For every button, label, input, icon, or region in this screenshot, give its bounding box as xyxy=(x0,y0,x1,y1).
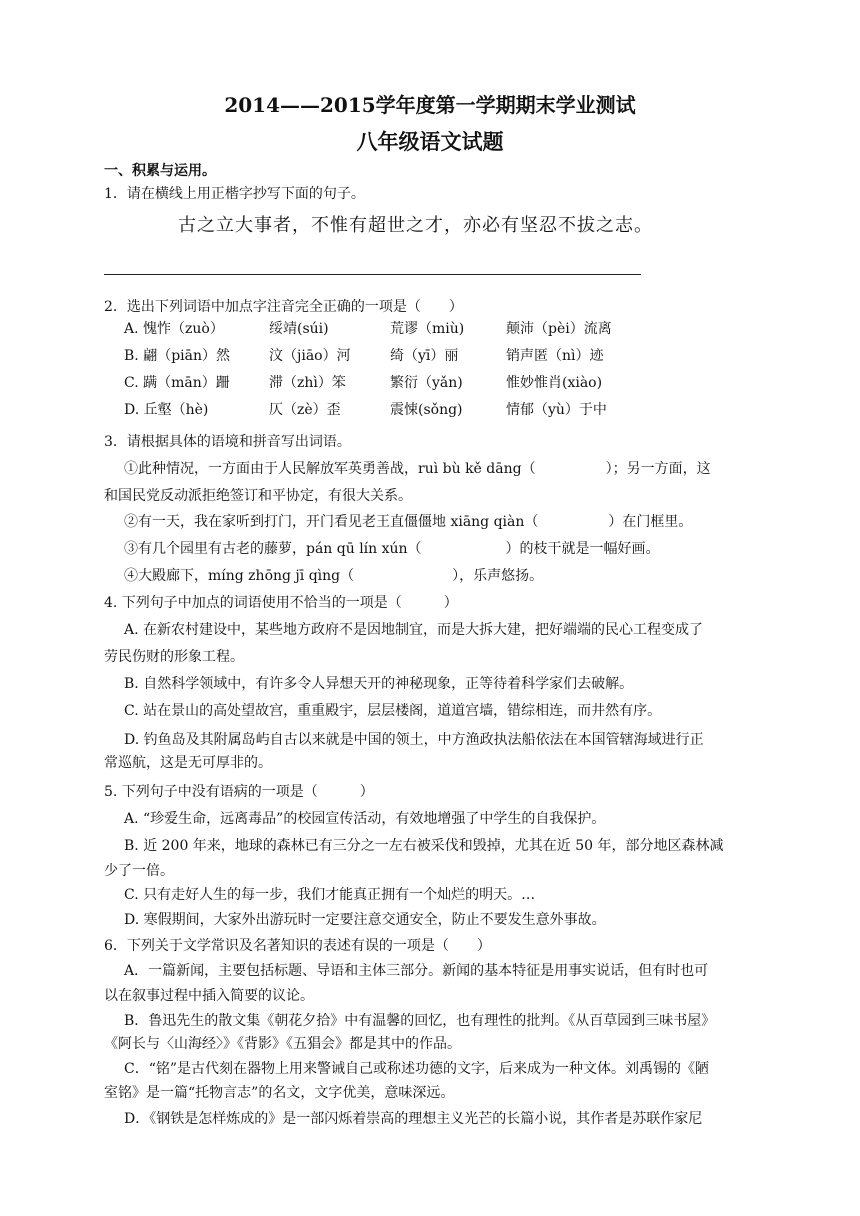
exam-subtitle: 八年级语文试题 xyxy=(356,129,504,154)
option-cell: B. 翩（piān）然 xyxy=(124,348,230,364)
question-4-option: D. 钓鱼岛及其附属岛屿自古以来就是中国的领土，中方渔政执法船依法在本国管辖海域进行正 xyxy=(124,732,704,748)
answer-line xyxy=(104,274,641,275)
question-6-option: 《阿长与〈山海经〉》《背影》《五猖会》都是其中的作品。 xyxy=(104,1036,461,1052)
question-3-item: ③有几个园里有古老的藤萝，pán qū lín xún（ ）的枝干就是一幅好画。 xyxy=(124,541,660,557)
question-3-stem: 3．请根据具体的语境和拼音写出词语。 xyxy=(104,434,351,450)
question-3-item: 和国民党反动派拒绝签订和平协定，有很大关系。 xyxy=(104,488,412,504)
option-cell: 销声匿（nì）迹 xyxy=(506,348,604,364)
question-6-option: 以在叙事过程中插入简要的议论。 xyxy=(104,988,314,1004)
question-4-option: A. 在新农村建设中，某些地方政府不是因地制宜，而是大拆大建，把好端端的民心工程变成了 xyxy=(124,622,704,638)
question-6-option: B．鲁迅先生的散文集《朝花夕拾》中有温馨的回忆，也有理性的批判。《从百草园到三味书屋》 xyxy=(124,1013,716,1029)
question-4-option: 常巡航，这是无可厚非的。 xyxy=(104,755,272,771)
option-cell: 颠沛（pèi）流离 xyxy=(506,321,612,337)
question-4-stem: 4. 下列句子中加点的词语使用不恰当的一项是（ ） xyxy=(104,595,458,611)
option-cell: 滞（zhì）笨 xyxy=(269,375,346,391)
question-5-option: 少了一倍。 xyxy=(104,863,174,879)
question-3-item: ①此种情况，一方面由于人民解放军英勇善战，ruì bù kě dāng（ ）；另一方面，这 xyxy=(124,461,711,477)
option-cell: 汶（jiāo）河 xyxy=(269,348,351,364)
option-cell: 绥靖(súi) xyxy=(269,321,329,337)
option-cell: A. 愧怍（zuò） xyxy=(124,321,224,337)
question-3-item: ④大殿廊下，míng zhōng jī qìng（ ），乐声悠扬。 xyxy=(124,568,544,584)
option-cell: 情郁（yù）于中 xyxy=(506,402,607,418)
option-cell: C. 蹒（mān）跚 xyxy=(124,375,230,391)
copy-sentence: 古之立大事者，不惟有超世之才，亦必有坚忍不拔之志。 xyxy=(178,215,653,236)
question-4-option: 劳民伤财的形象工程。 xyxy=(104,649,244,665)
question-4-option: B. 自然科学领域中，有许多令人异想天开的神秘现象，正等待着科学家们去破解。 xyxy=(124,676,634,692)
question-5-option: A. “珍爱生命，远离毒品”的校园宣传活动，有效地增强了中学生的自我保护。 xyxy=(124,811,606,827)
question-4-option: C. 站在景山的高处望故宫，重重殿宇，层层楼阁，道道宫墙，错综相连，而井然有序。 xyxy=(124,703,662,719)
question-6-option: 室铭》是一篇“托物言志”的名文，文字优美，意味深远。 xyxy=(104,1085,455,1101)
option-cell: 仄（zè）歪 xyxy=(269,402,341,418)
question-6-stem: 6．下列关于文学常识及名著知识的表述有误的一项是（ ） xyxy=(104,938,491,954)
question-6-option: A．一篇新闻，主要包括标题、导语和主体三部分。新闻的基本特征是用事实说话，但有时也可 xyxy=(124,963,709,979)
question-1-stem: 1．请在横线上用正楷字抄写下面的句子。 xyxy=(104,186,365,202)
question-5-option: D. 寒假期间，大家外出游玩时一定要注意交通安全，防止不要发生意外事故。 xyxy=(124,912,606,928)
question-5-option: C. 只有走好人生的每一步，我们才能真正拥有一个灿烂的明天。… xyxy=(124,887,536,903)
option-cell: 绮（yī）丽 xyxy=(390,348,459,364)
section-heading: 一、积累与运用。 xyxy=(104,163,216,179)
question-5-option: B. 近 200 年来，地球的森林已有三分之一左右被采伐和毁掉，尤其在近 50 年，部分地区森林减 xyxy=(124,838,724,854)
question-6-option: C．“铭”是古代刻在器物上用来警诫自己或称述功德的文字，后来成为一种文体。刘禹锡的《陋 xyxy=(124,1061,710,1077)
option-cell: 荒谬（miù) xyxy=(390,321,465,337)
question-3-item: ②有一天，我在家听到打门，开门看见老王直僵僵地 xiāng qiàn（ ）在门框里。 xyxy=(124,514,693,530)
option-cell: 惟妙惟肖(xiào) xyxy=(506,375,603,391)
option-cell: D. 丘壑（hè) xyxy=(124,402,209,418)
exam-title: 2014——2015学年度第一学期期末学业测试 xyxy=(224,93,636,117)
option-cell: 繁衍（yǎn) xyxy=(390,375,463,391)
question-5-stem: 5. 下列句子中没有语病的一项是（ ） xyxy=(104,784,374,800)
question-2-stem: 2．选出下列词语中加点字注音完全正确的一项是（ ） xyxy=(104,299,463,315)
option-cell: 震悚(sǒng) xyxy=(390,402,463,418)
question-6-option: D．《钢铁是怎样炼成的》是一部闪烁着崇高的理想主义光芒的长篇小说，其作者是苏联作家尼 xyxy=(124,1111,703,1127)
